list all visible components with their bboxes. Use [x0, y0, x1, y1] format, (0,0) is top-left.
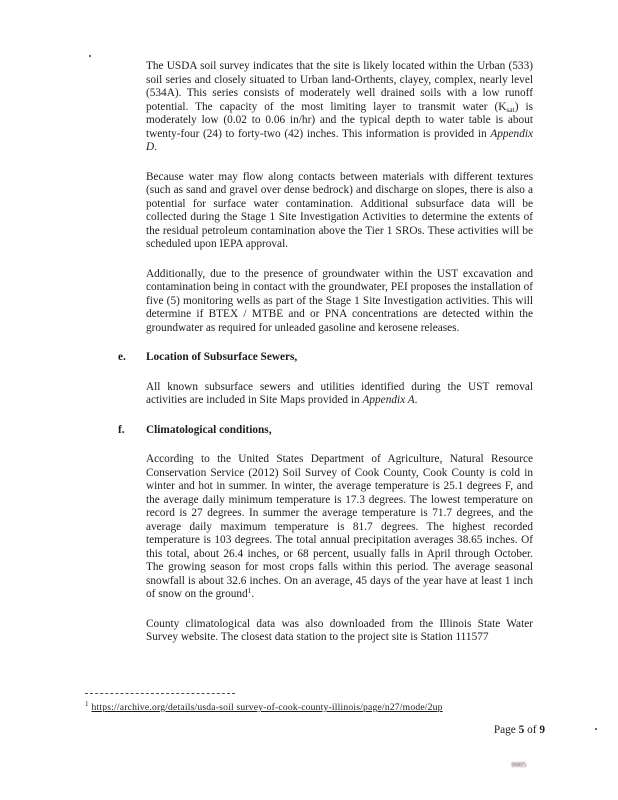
paragraph-climate [146, 453, 533, 602]
page-number-footer [0, 724, 545, 736]
footnote-reference-mark: 1 [247, 586, 252, 595]
footnote-separator-rule [85, 693, 235, 694]
appendix-d-reference: Appendix D [146, 127, 533, 153]
paragraph-soil-survey [146, 60, 533, 155]
heading-letter: e. [118, 351, 126, 363]
paragraph-groundwater-wells: Additionally, due to the presence of groundwater within the UST excavation and contamination being in contact with the groundwater, PEI proposes the installation of five (5) monitoring wells as part of the Stage 1 Site Investigation activities. This will determine if BTEX / MTBE and or PNA concentrations are detected within the groundwater as required for unleaded gasoline and kerosene releases. [146, 267, 533, 334]
heading-title: Climatological conditions, [146, 423, 272, 436]
paragraph-text: ) is moderately low (0.02 to 0.06 in/hr) and the typical depth to water table is about twenty-four (24) to forty-two (42) inches. This information is provided in [146, 100, 534, 140]
scan-stamp-artifact: 0005 [511, 761, 526, 769]
footnote-line [85, 698, 545, 714]
paragraph-text: . [154, 141, 157, 153]
paragraph-text: The USDA soil survey indicates that the site is likely located within the Urban (533) soil series and closely situated to Urban land-Orthents, clayey, complex, nearly level (534A). This series consists of moderately well drained soils with a low runoff potential. The capacity of the most limiting layer to transmit water (K [146, 60, 533, 113]
footnote-url-link[interactable]: https://archive.org/details/usda-soil survey-of-cook-county-illinois/page/n27/mode/2up [91, 702, 443, 713]
heading-title: Location of Subsurface Sewers, [146, 351, 298, 363]
current-page-number: 5 [518, 724, 525, 736]
ksat-subscript: sat [506, 104, 515, 114]
heading-letter: f. [118, 423, 125, 436]
paragraph-text: . [414, 394, 418, 406]
heading-climatological-conditions [118, 424, 533, 438]
total-page-count: 9 [539, 724, 545, 736]
paragraph-text: According to the United States Department of Agriculture, Natural Resource Conservation Service (2012) Soil Survey of Cook County, Cook County is cold in winter and hot in summer. In winter, the average temperature is 25.1 degrees F, and the average daily minimum temperature is 17.3 degrees. The lowest temperature on record is 27 degrees. In summer the average temperature is 71.7 degrees, and the average daily maximum temperature is 81.7 degrees. The highest recorded temperature is 103 degrees. The total annual precipitation averages 38.65 inches. Of this total, about 26.4 inches, or 68 percent, usually falls in April through October. The growing season for most crops falls within this period. The average seasonal snowfall is about 32.6 inches. On an average, 45 days of the year have at least 1 inch of snow on the ground [146, 453, 533, 600]
paragraph-sewers [146, 381, 533, 408]
footnote-marker: 1 [85, 700, 89, 708]
scan-artifact-dot [89, 55, 91, 57]
heading-location-of-subsurface-sewers [118, 351, 533, 365]
footnote-section [85, 693, 545, 714]
paragraph-text: . [251, 588, 255, 600]
page-label: Page [493, 724, 519, 736]
paragraph-text: All known subsurface sewers and utilities identified during the UST removal activities are included in Site Maps provided in [146, 380, 533, 406]
scan-artifact-dot [595, 728, 597, 730]
paragraph-surface-water: Because water may flow along contacts between materials with different textures (such as sand and gravel over dense bedrock) and discharge on slopes, there is also a potential for surface water contamination. Additional subsurface data will be collected during the Stage 1 Site Investigation Activities to determine the extents of the residual petroleum contamination above the Tier 1 SROs. These activities will be scheduled upon IEPA approval. [146, 170, 533, 250]
appendix-a-reference: Appendix A [362, 394, 415, 406]
report-body [118, 60, 534, 661]
paragraph-data-station: County climatological data was also downloaded from the Illinois State Water Survey website. The closest data station to the project site is Station 111577 [146, 617, 533, 643]
page-of-label: of [524, 724, 540, 736]
